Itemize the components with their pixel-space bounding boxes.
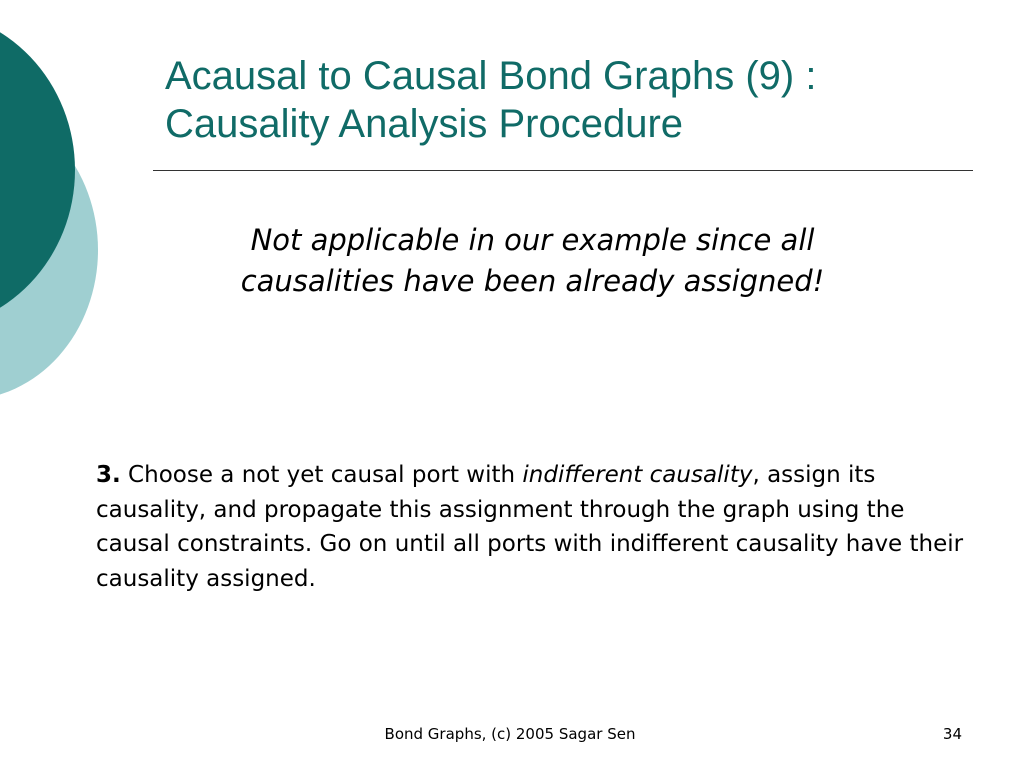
- step-emphasis: indifferent causality: [522, 462, 753, 488]
- step-text-after: , assign its causality, and propagate this assignment through the graph using the causal constraints. Go on until all ports with indifferent causality have their causality assigned.: [96, 462, 964, 592]
- slide-title-line-1: Acausal to Causal Bond Graphs (9) :: [165, 54, 817, 98]
- step-text-before: Choose a not yet causal port with: [120, 462, 523, 488]
- page-number: 34: [942, 725, 962, 743]
- italic-note: Not applicable in our example since all causalities have been already assigned!: [240, 223, 825, 298]
- footer-text: Bond Graphs, (c) 2005 Sagar Sen: [384, 725, 636, 743]
- step-number: 3.: [96, 462, 121, 488]
- title-divider: [153, 170, 973, 171]
- slide-title: [165, 52, 995, 148]
- step-paragraph: [96, 458, 966, 596]
- slide-title-line-2: Causality Analysis Procedure: [165, 102, 684, 146]
